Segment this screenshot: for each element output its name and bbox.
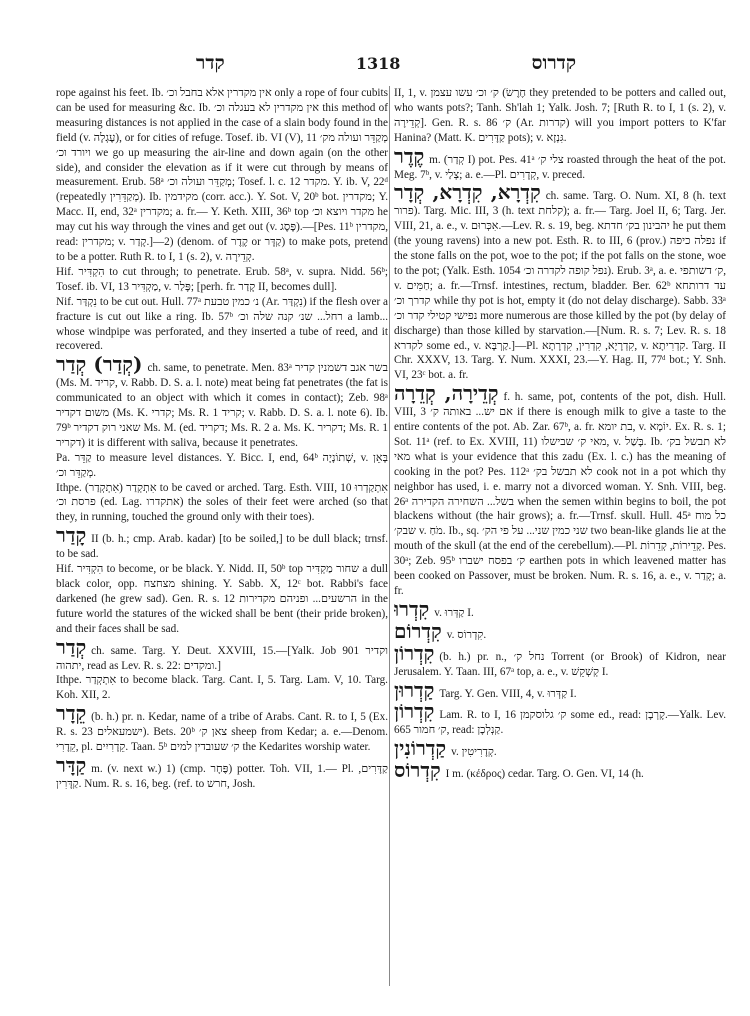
page-header — [56, 50, 706, 76]
entry-headword: קָדַר — [56, 523, 87, 548]
entry-text: m. (v. next w.) 1) (cmp. פֶּחָר) potter. Toh. VII, 1.— Pl. קַדָּרִים, קַדָּרִין. Num. R. s. 16, beg. (ref. to חרש, Josh. — [56, 762, 388, 790]
entry-text: v. קִדְרוֹס. — [446, 628, 487, 641]
entry-headword: קִדְרוּ — [394, 596, 430, 621]
entry-headword: קַדָּר — [56, 752, 87, 777]
dictionary-entry — [394, 760, 726, 782]
dictionary-entry — [56, 634, 388, 674]
page-number: 1318 — [355, 53, 401, 73]
dictionary-entry — [56, 481, 388, 526]
entry-headword: קֵדָר — [56, 701, 87, 726]
entry-text: II, 1, v. חֶרֶשׂ) ק׳ וכ׳ עשו עצמן they pretended to be potters and called out, who wants pots?; Tanh. Sh'lah 1; Yalk. Josh. 7; [Ruth R. to I, 1 (s. 2), v. קְדֵירָה]. Gen. R. s. 86 ק׳ (Ar. קדרות) will you import potters to K'far Hanina? (Matt. K. קַדָּרִים pots); v. גִּנְזָא. — [394, 87, 726, 144]
dictionary-entry — [394, 86, 726, 146]
column-divider — [389, 86, 390, 986]
dictionary-entry — [56, 673, 388, 703]
dictionary-entry — [56, 562, 388, 637]
dictionary-entry — [56, 525, 388, 562]
right-running-head: קדרוס — [531, 51, 576, 74]
entry-text: rope against his feet. Ib. אין מקדרין אלא בחבל וכ׳ only a rope of four cubits can be used for measuring &c. Ib. אין מקדרין לא בעגלה וכ׳ this method of measuring distances is not applied in the case of a slain body found in the field (v. עֶגְלָה), or for cities of refuge. Tosef. ib. VI (V), 11 מְקַדֵּר ועולה מק׳ ויורד וכ׳ we go up measuring the air-line and down again (on the other side), and consider the elevation as if it were cut through by means of measurement. Erub. 58ᵃ מְקַדֵּר ועולה וכ׳; Tosef. l. c. 12 מקדר. Y. ib. V, 22ᵈ (repeatedly מְקַדֵּרִין). Ib. מקידמין (corr. acc.). Y. Sot. V, 20ᵇ bot. מקדרין; Y. Macc. II, end, 32ᵃ מקדרין; a. fr.— Y. Keth. XIII, 36ᵇ top מקדר ויוצא וכ׳ he may cut his way through the vines and get out (v. פֶּסֶג).—[Pes. 11ᵇ מקדרין, read: מקדרין; v. קָדַר.]—2) (denom. of קֶדֶר or קַדָּר) to make pots, pretend to be a potter. Ruth R. to I, 1 (s. 2), v. קְדֵירָה. — [56, 87, 388, 263]
entry-text: m. (קְדַר I) pot. Pes. 41ᵃ צלי ק׳ roasted through the heat of the pot. Meg. 7ᵇ, v. צְלַי; a. e.—Pl. קְדָרִים, v. preced. — [394, 153, 726, 181]
entry-text: Nif. נִקְדַּר to be cut out. Hull. 77ᵃ נ׳ כמין טבעת (Ar. נִקְדַּר) if the flesh over a fracture is cut out like a ring. Ib. 57ᵇ רחל... שנ׳ קנה שלה וכ׳ a lamb... whose windpipe was perforated, and they inserted a tube of reed, and it recovered. — [56, 295, 388, 353]
entry-text: Targ. Y. Gen. VIII, 4, v. קַדְּרוּ I. — [439, 687, 577, 700]
entry-headword: קִדְרוֹן — [394, 640, 435, 665]
entry-text: Hif. הִקְדִּיר to become, or be black. Y. Nidd. II, 50ᵇ top שחור מַקְדִּיר a dull black color, opp. מצחצח shining. Y. Sabb. X, 12ᶜ bot. Rabbi's face darkened (he grew sad). Gen. R. s. 12 הרשעים... ופניהם מקדירות in the future world the statures of the wicked shall be bent (their pride broken), and their faces shall be sad. — [56, 563, 388, 635]
entry-headword: קֶדֶר — [394, 143, 425, 168]
entry-text: Hif. הִקְדִּיר to cut through; to penetrate. Erub. 58ᵃ, v. supra. Nidd. 56ᵇ; Tosef. ib. VI, 13 מַקְדִּיר, v. פָּלַר; [perh. fr. קָדַר II, becomes dull]. — [56, 265, 388, 293]
entry-text: Ithpe. (אִתְקְדַר) אִתְקְדַר to be caved or arched. Targ. Esth. VIII, 10 אִתְקַדְרוּ פרסת וכ׳ (ed. Lag. אתקדרו) the soles of their feet were arched (so that they, in running, touched the ground only with their toes). — [56, 481, 388, 524]
entry-text: v. קַדְּרוּ I. — [434, 606, 474, 619]
dictionary-entry — [56, 86, 388, 265]
entry-text: Lam. R. to I, 16 ק׳ גלוסקמן some ed., read: קָרְבָן.—Yalk. Lev. 665 ק׳ חמור, read: קַנְלְכָן. — [394, 709, 726, 737]
dictionary-entry — [56, 703, 388, 755]
dictionary-entry — [56, 752, 388, 792]
dictionary-entry — [394, 596, 726, 621]
entry-headword: (קְדַר) קְדַר — [56, 352, 143, 377]
entry-headword: קִדְרוֹן — [394, 699, 435, 724]
left-running-head: קדר — [196, 51, 225, 74]
left-column — [56, 86, 388, 998]
dictionary-entry — [394, 383, 726, 599]
entry-text: v. קְדָרִיטִין. — [451, 746, 497, 759]
dictionary-entry — [56, 295, 388, 355]
dictionary-entry — [394, 701, 726, 738]
entry-headword: קִדְרוֹס — [394, 758, 441, 783]
entry-text: Ithpe. אִתְקְדַר to become black. Targ. Cant. I, 5. Targ. Lam. V, 10. Targ. Koh. XII, 2. — [56, 674, 388, 702]
entry-text: (b. h.) pr. n., נחל ק׳ Torrent (or Brook) of Kidron, near Jerusalem. Y. Taan. III, 67ᵃ top, a. e., v. קְשְׁקֵשׁ I. — [394, 650, 726, 678]
entry-text: ch. same. Targ. O. Num. XI, 8 (h. text פרור). Targ. Mic. III, 3 (h. text קלחת); a. fr.— Targ. Joel II, 6; Targ. Jer. VIII, 21, a. e., v. אִכְּרוּם.—Lev. R. s. 19, beg. יהבינון בק׳ חדתא he put them (the young ravens) into a new pot. Esth. R. to III, 6 (prov.) נפלה כיפה if the stone falls on the pot, woe to the pot; if the pot falls on the stone, woe to the pot; (Yalk. Esth. 1054 נפל קופה לקדרה וכ׳). Erub. 3ᵃ, a. e. ק׳ דשותפי, v. חַמִּים; a. fr.—Trnsf. intestines, rectum, bladder. Ber. 62ᵇ עד דרותחא קדרך וכ׳ while thy pot is hot, empty it (do not delay discharge). Sabb. 33ᵃ נפישי קטילי קדר וכ׳ more numerous are those killed by the pot (by delay of discharge) than those killed by starvation.—[Num. R. s. 7; Lev. R. s. 18 לקדרא some ed., v. קַרְבָּא.]—Pl. קִדְרָיָא, קִדְרִין, קִדְרָתָא, v. קִדְרִיתָא. Targ. II Chr. XXXV, 13. Targ. Y. Num. XXXI, 23.—Y. Hag. II, 77ᵈ bot.; Y. Snh. VI, 23ᶜ bot. a. fr. — [394, 190, 726, 382]
entry-text: ch. same. Targ. Y. Deut. XXVIII, 15.—[Yalk. Job 901 וקדיר יתהוה, read as Lev. R. s. 22: ומקדים.] — [56, 644, 388, 672]
entry-headword: קְדַר — [56, 634, 87, 659]
dictionary-entry — [394, 182, 726, 383]
dictionary-entry — [56, 354, 388, 450]
entry-headword: קְדֵירָה, קְדֵרָה — [394, 381, 499, 406]
dictionary-entry — [56, 451, 388, 481]
entry-headword: קִדְרוֹם — [394, 618, 442, 643]
entry-text: f. h. same, pot, contents of the pot, dish. Hull. VIII, 3 אם יש... באותה ק׳ if there is enough milk to give a taste to the entire contents of the pot. Ab. Zar. 67ᵇ, a. fr. בת יומא, v. יוֹמָא. Ex. R. s. 1; Sot. 11ᵃ (ref. to Ex. XVIII, 11) מאי ק׳ שבישלו, v. בָּשַׁל. Ib. לא תבשל בק׳ מאי what is your evidence that this zadu (Ex. l. c.) has the meaning of cooking in the pot? Pes. 112ᵃ לא תבשל בק׳ cook not in a pot which thy neighbor has used, i. e. marry not a divorced woman. Y. Snh. VIII, beg. 26ᵃ בשל... השחירה הקדירה when the semen within begins to boil, the pot blackens without (the hair grows); a. fr.—Trnsf. skull. Hull. 45ᵃ כל מוח שבק׳ v. מֹחַ. Ib., sq. שני כמין שני... על פי הק׳ two bean-like glands lie at the mouth of the skull (at the end of the cerebellum).—Pl. קְדֵירוֹת, קְדֵרוֹת. Pes. 30ᵃ; Zeb. 95ᵇ ק׳ בפסח ישברו earthen pots in which leavened matter has been cooked on Passover, must be broken. Num. R. s. 16, a. e., v. קְדַר; a. fr. — [394, 391, 726, 597]
dictionary-entry — [394, 640, 726, 680]
dictionary-entry — [394, 143, 726, 183]
entry-headword: קַדְרוֹנִין — [394, 736, 447, 761]
dictionary-entry — [56, 265, 388, 295]
entry-text: Pa. קַדֵּר to measure level distances. Y. Bicc. I, end, 64ᵇ שְׁתוֹנָיָה, v. בָּאֵן מְקַדֵּר וכ׳. — [56, 451, 388, 479]
dictionary-entry — [394, 618, 726, 643]
entry-text: II (b. h.; cmp. Arab. kadar) [to be soiled,] to be dull black; trnsf. to be sad. — [56, 533, 388, 561]
dictionary-entry — [394, 738, 726, 760]
entry-headword: קִדְרָא, קִדְרָא, קְדָר — [394, 180, 541, 205]
entry-text: I m. (κέδρος) cedar. Targ. O. Gen. VI, 14 (h. — [445, 768, 644, 781]
right-column — [394, 86, 726, 998]
dictionary-entry — [394, 677, 726, 702]
entry-headword: קַדְרוּן — [394, 677, 435, 702]
entry-text: (b. h.) pr. n. Kedar, name of a tribe of Arabs. Cant. R. to I, 5 (Ex. R. s. 23 ישמעאלים). Bets. 20ᵇ צאן ק׳ sheep from Kedar; a. e.—Denom. קֵדָרִי, pl. קֵדָרִיִים. Taan. 5ᵇ ק׳ שעובדין למים the Kedarites worship water. — [56, 711, 388, 754]
entry-text: ch. same, to penetrate. Men. 83ᵃ בשר אגב דשמנין קדיר (Ms. M. קריד, v. Rabb. D. S. a. l. note) meat being fat penetrates (the fat is communicated to an object with which it comes in contact); Zeb. 98ᵃ משום דקדיר (Ms. K. קדרי; Ms. R. 1 קריד; v. Rabb. D. S. a. l. note 6). Ib. 79ᵇ שאני רוק דקדיר Ms. M. (ed. דקריד; Ms. R. 2 a. Ms. K. דקריר; Ms. R. 1 דקריר) it is different with saliva, because it penetrates. — [56, 362, 388, 449]
